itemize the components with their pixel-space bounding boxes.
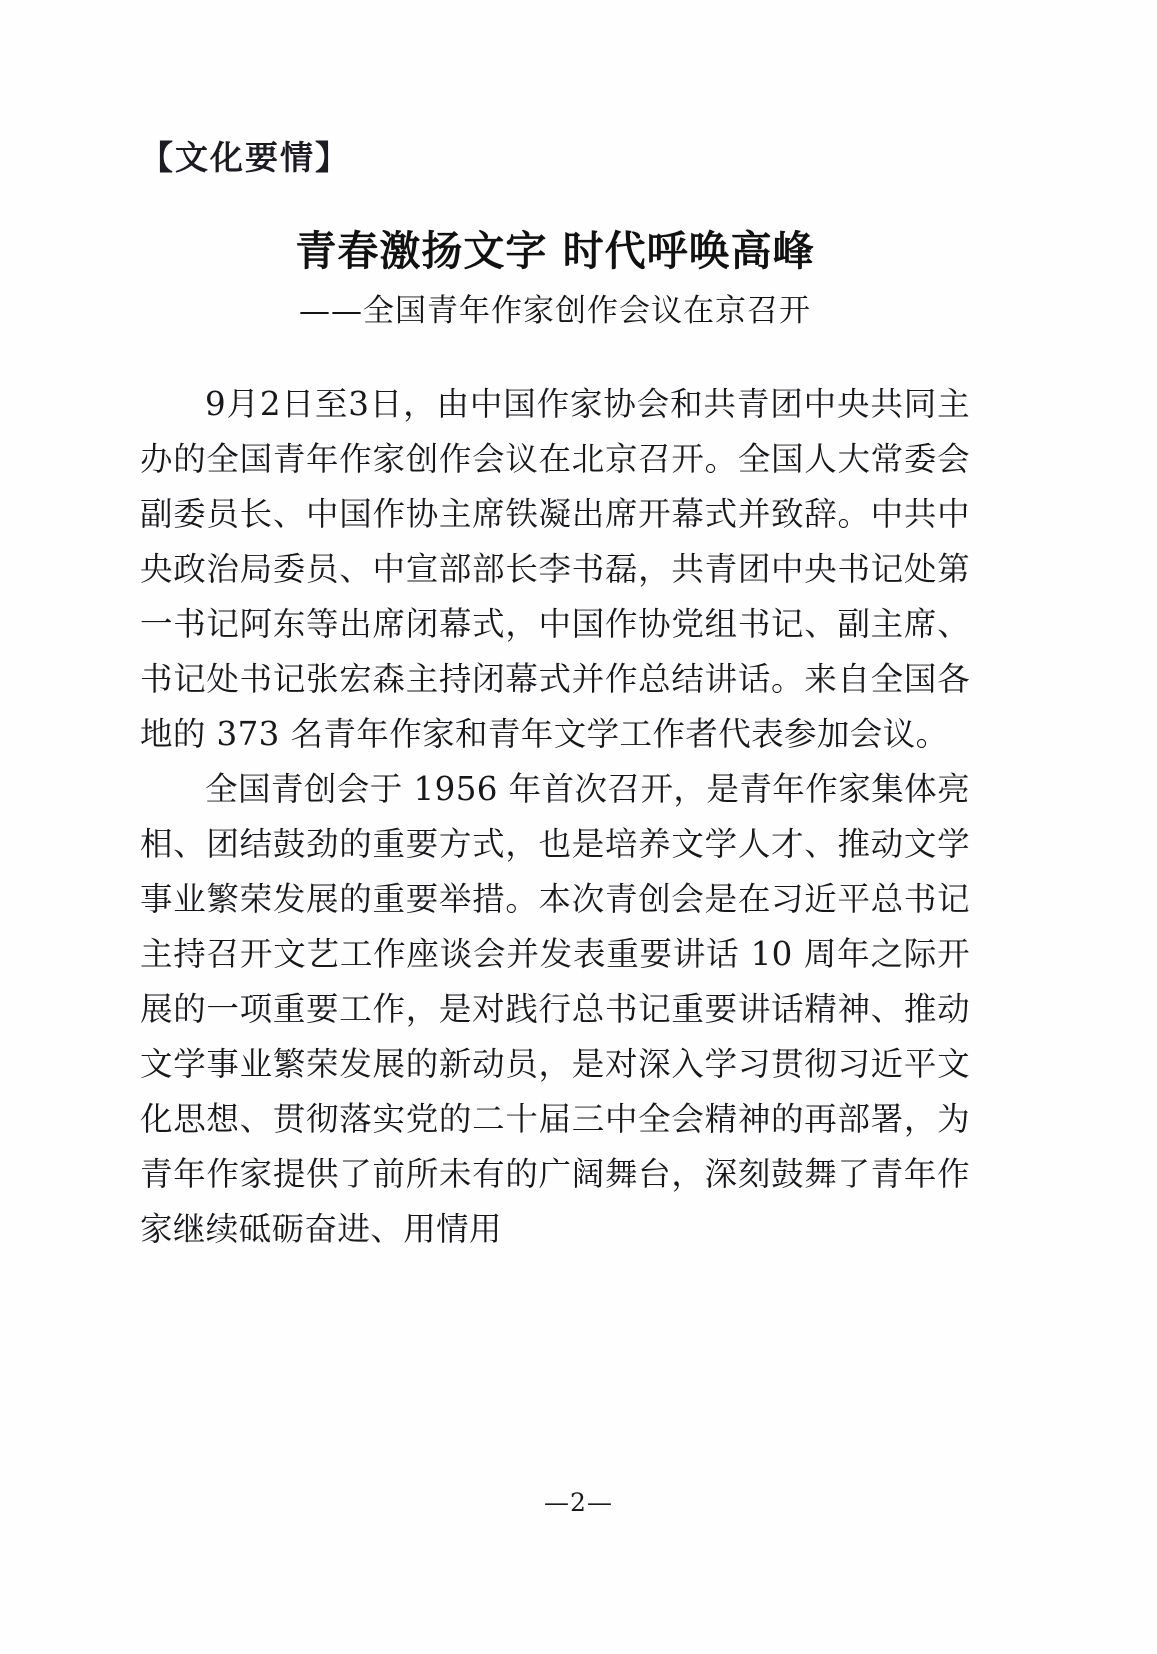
page-number: —2—	[544, 1488, 613, 1517]
section-tag: 【文化要情】	[140, 138, 350, 177]
article-body	[140, 377, 970, 1257]
page-content	[140, 0, 970, 1257]
body-paragraph: 全国青创会于 1956 年首次召开，是青年作家集体亮相、团结鼓劲的重要方式，也是培养文学人才、推动文学事业繁荣发展的重要举措。本次青创会是在习近平总书记主持召开文艺工作座谈会并发表重要讲话 10 周年之际开展的一项重要工作，是对践行总书记重要讲话精神、推动文学事业繁荣发展的新动员，是对深入学习贯彻习近平文化思想、贯彻落实党的二十届三中全会精神的再部署，为青年作家提供了前所未有的广阔舞台，深刻鼓舞了青年作家继续砥砺奋进、用情用	[140, 770, 970, 1249]
article-subheadline: ——全国青年作家创作会议在京召开	[299, 292, 811, 329]
body-paragraph: 9月2日至3日，由中国作家协会和共青团中央共同主办的全国青年作家创作会议在北京召开。全国人大常委会副委员长、中国作协主席铁凝出席开幕式并致辞。中共中央政治局委员、中宣部部长李书磊，共青团中央书记处第一书记阿东等出席闭幕式，中国作协党组书记、副主席、书记处书记张宏森主持闭幕式并作总结讲话。来自全国各地的 373 名青年作家和青年文学工作者代表参加会议。	[140, 385, 970, 754]
article-headline: 青春激扬文字 时代呼唤高峰	[295, 226, 815, 275]
